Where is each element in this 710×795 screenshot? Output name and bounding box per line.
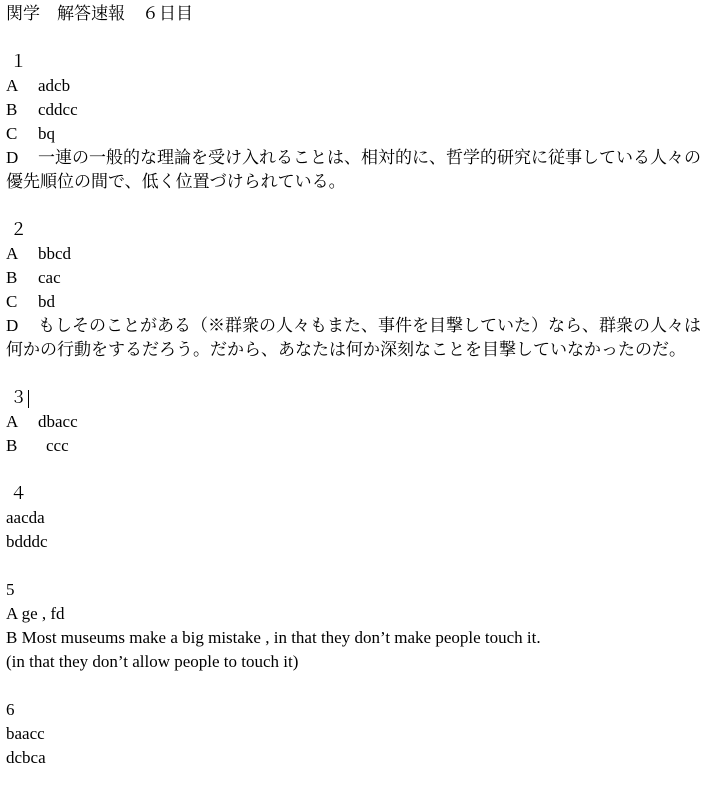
answer-text: bq bbox=[38, 124, 55, 143]
answer-label: A bbox=[6, 412, 19, 431]
answer-text: cac bbox=[38, 268, 61, 287]
answer-text: adcb bbox=[38, 76, 71, 95]
section-number: ２ bbox=[10, 220, 27, 239]
answer-label: D bbox=[6, 148, 19, 167]
answer-line: (in that they don’t allow people to touch it) bbox=[6, 652, 299, 671]
answer-line: B Most museums make a big mistake , in that they don’t make people touch it. bbox=[6, 628, 541, 647]
answer-row bbox=[6, 98, 706, 122]
section-number: 5 bbox=[6, 580, 15, 599]
answer-label: D bbox=[6, 316, 19, 335]
section-3 bbox=[6, 386, 706, 458]
answer-row bbox=[6, 74, 706, 98]
text-cursor bbox=[28, 390, 29, 408]
spacer bbox=[6, 362, 706, 386]
answer-line: aacda bbox=[6, 508, 45, 527]
answer-row-translation bbox=[6, 314, 706, 362]
answer-text: もしそのことがある（※群衆の人々もまた、事件を目撃していた）なら、群衆の人々は何かの行動をするだろう。だから、あなたは何か深刻なことを目撃していなかったのだ。 bbox=[6, 316, 701, 359]
answer-text: cddcc bbox=[38, 100, 78, 119]
answer-line: A ge , fd bbox=[6, 604, 65, 623]
section-6 bbox=[6, 698, 706, 770]
answer-label: B bbox=[6, 268, 18, 287]
answer-text: ccc bbox=[46, 436, 69, 455]
spacer bbox=[6, 554, 706, 578]
section-number: ４ bbox=[10, 484, 27, 503]
document-body[interactable] bbox=[6, 2, 706, 770]
answer-row bbox=[6, 290, 706, 314]
section-number: １ bbox=[10, 52, 27, 71]
answer-row-translation bbox=[6, 146, 706, 194]
spacer bbox=[6, 674, 706, 698]
spacer bbox=[6, 194, 706, 218]
answer-row bbox=[6, 122, 706, 146]
answer-text: bd bbox=[38, 292, 55, 311]
answer-label: A bbox=[6, 76, 19, 95]
section-5 bbox=[6, 578, 706, 674]
answer-line: dcbca bbox=[6, 748, 46, 767]
answer-label: B bbox=[6, 436, 18, 455]
answer-label: A bbox=[6, 244, 19, 263]
answer-row bbox=[6, 266, 706, 290]
section-number: 6 bbox=[6, 700, 15, 719]
answer-label: B bbox=[6, 100, 18, 119]
section-2 bbox=[6, 218, 706, 362]
answer-text: dbacc bbox=[38, 412, 78, 431]
answer-row bbox=[6, 242, 706, 266]
spacer bbox=[6, 458, 706, 482]
document-title: 関学 解答速報 ６日目 bbox=[6, 4, 193, 23]
section-1 bbox=[6, 50, 706, 194]
answer-label: C bbox=[6, 292, 18, 311]
answer-line: baacc bbox=[6, 724, 45, 743]
answer-row bbox=[6, 434, 706, 458]
answer-label: C bbox=[6, 124, 18, 143]
spacer bbox=[6, 26, 706, 50]
section-4 bbox=[6, 482, 706, 554]
answer-text: bbcd bbox=[38, 244, 72, 263]
section-number: ３ bbox=[10, 388, 27, 407]
answer-row bbox=[6, 410, 706, 434]
answer-line: bdddc bbox=[6, 532, 48, 551]
answer-text: 一連の一般的な理論を受け入れることは、相対的に、哲学的研究に従事している人々の優先順位の間で、低く位置づけられている。 bbox=[6, 148, 701, 191]
